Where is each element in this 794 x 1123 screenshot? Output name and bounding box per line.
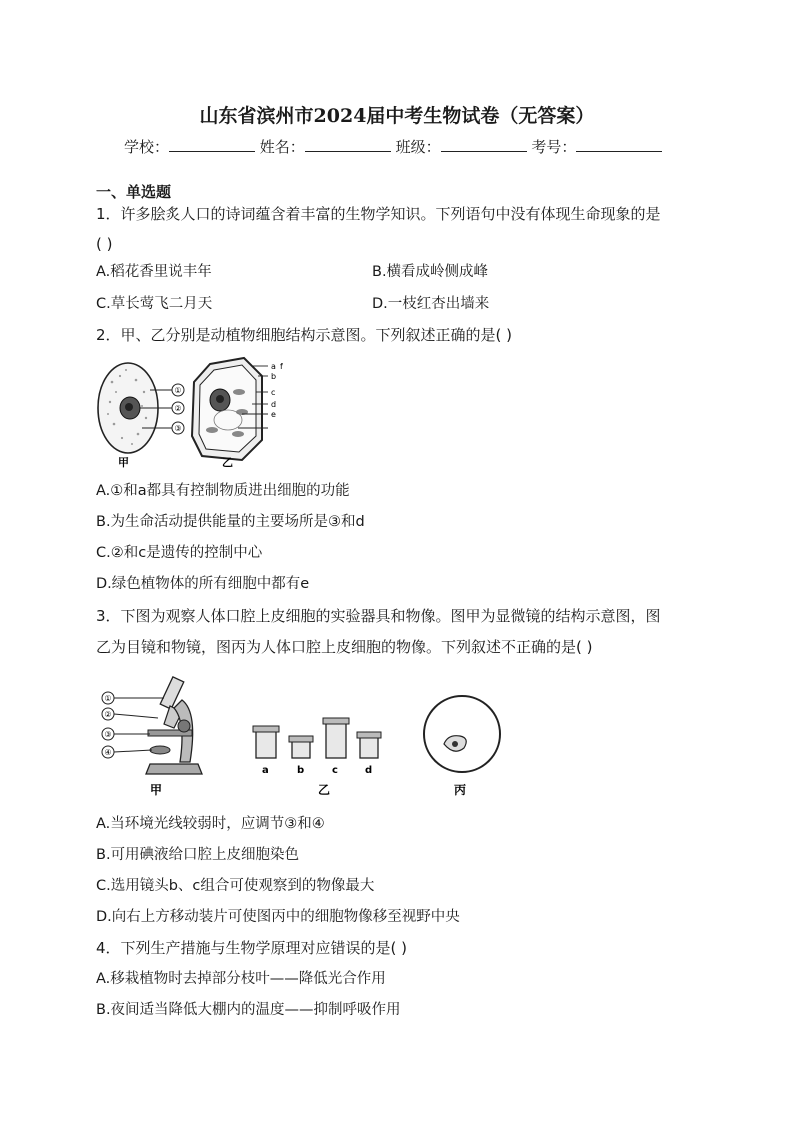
scope-label-2: ②: [104, 710, 112, 719]
exam-number-label: 考号：: [531, 138, 577, 156]
section-heading: 一、单选题: [96, 183, 172, 201]
scope-label-jia: 甲: [150, 783, 163, 797]
q4-option-b: B.夜间适当降低大棚内的温度——抑制呼吸作用: [96, 1002, 401, 1018]
q3-option-d: D.向右上方移动装片可使图丙中的细胞物像移至视野中央: [96, 909, 460, 925]
q2-option-b: B.为生命活动提供能量的主要场所是③和d: [96, 514, 365, 530]
name-blank: [305, 137, 391, 152]
q3-option-c: C.选用镜头b、c组合可使观察到的物像最大: [96, 878, 375, 894]
q1-option-a: A.稻花香里说丰年: [96, 264, 212, 280]
lens-label-d: d: [365, 765, 373, 776]
label-b: b: [271, 372, 277, 381]
lens-label-a: a: [262, 765, 269, 776]
exam-number-blank: [576, 137, 662, 152]
exam-title: 山东省滨州市2024届中考生物试卷（无答案）: [199, 105, 595, 127]
q3-stem-line1: 3．下图为观察人体口腔上皮细胞的实验器具和物像。图甲为显微镜的结构示意图，图: [96, 607, 661, 625]
label-d: d: [271, 400, 277, 409]
q3-option-b: B.可用碘液给口腔上皮细胞染色: [96, 847, 300, 863]
microscope-drawing: [102, 677, 202, 797]
q3-stem-line2: 乙为目镜和物镜，图丙为人体口腔上皮细胞的物像。下列叙述不正确的是( ): [96, 638, 593, 656]
lenses-drawing: [253, 718, 381, 797]
label-yi: 乙: [222, 456, 233, 469]
q1-option-c: C.草长莺飞二月天: [96, 296, 213, 312]
animal-cell-drawing: [98, 363, 184, 469]
q2-option-c: C.②和c是遗传的控制中心: [96, 545, 263, 561]
q2-stem: 2．甲、乙分别是动植物细胞结构示意图。下列叙述正确的是( ): [96, 326, 513, 344]
label-c: c: [271, 388, 276, 397]
q1-option-d: D.一枝红杏出墙来: [372, 296, 490, 312]
q4-option-a: A.移栽植物时去掉部分枝叶——降低光合作用: [96, 971, 386, 987]
label-3: ③: [174, 424, 182, 433]
scope-label-3: ③: [104, 730, 112, 739]
label-f: f: [280, 362, 283, 371]
plant-cell-drawing: [192, 358, 283, 469]
school-label: 学校：: [124, 138, 170, 156]
q4-stem: 4．下列生产措施与生物学原理对应错误的是( ): [96, 939, 408, 957]
view-label-bing: 丙: [454, 783, 467, 797]
name-label: 姓名：: [259, 138, 305, 156]
label-1: ①: [174, 386, 182, 395]
q2-option-a: A.①和a都具有控制物质进出细胞的功能: [96, 483, 350, 499]
cell-diagram-figure: [92, 352, 292, 472]
school-blank: [169, 137, 255, 152]
q2-option-d: D.绿色植物体的所有细胞中都有e: [96, 576, 310, 592]
q1-option-b: B.横看成岭侧成峰: [372, 264, 489, 280]
scope-label-1: ①: [104, 694, 112, 703]
label-2: ②: [174, 404, 182, 413]
field-of-view-drawing: [424, 696, 500, 797]
label-e: e: [271, 410, 276, 419]
class-label: 班级：: [395, 138, 441, 156]
label-a: a: [271, 362, 276, 371]
q1-stem-line2: ( ): [96, 235, 113, 253]
q1-stem-line1: 1．许多脍炙人口的诗词蕴含着丰富的生物学知识。下列语句中没有体现生命现象的是: [96, 205, 661, 223]
lens-label-yi: 乙: [318, 783, 331, 797]
lens-label-b: b: [297, 765, 305, 776]
label-jia: 甲: [118, 456, 129, 469]
student-info-row: [124, 136, 662, 157]
microscope-figure: [98, 672, 518, 802]
q3-option-a: A.当环境光线较弱时，应调节③和④: [96, 816, 325, 832]
scope-label-4: ④: [104, 748, 112, 757]
lens-label-c: c: [332, 765, 338, 776]
class-blank: [441, 137, 527, 152]
